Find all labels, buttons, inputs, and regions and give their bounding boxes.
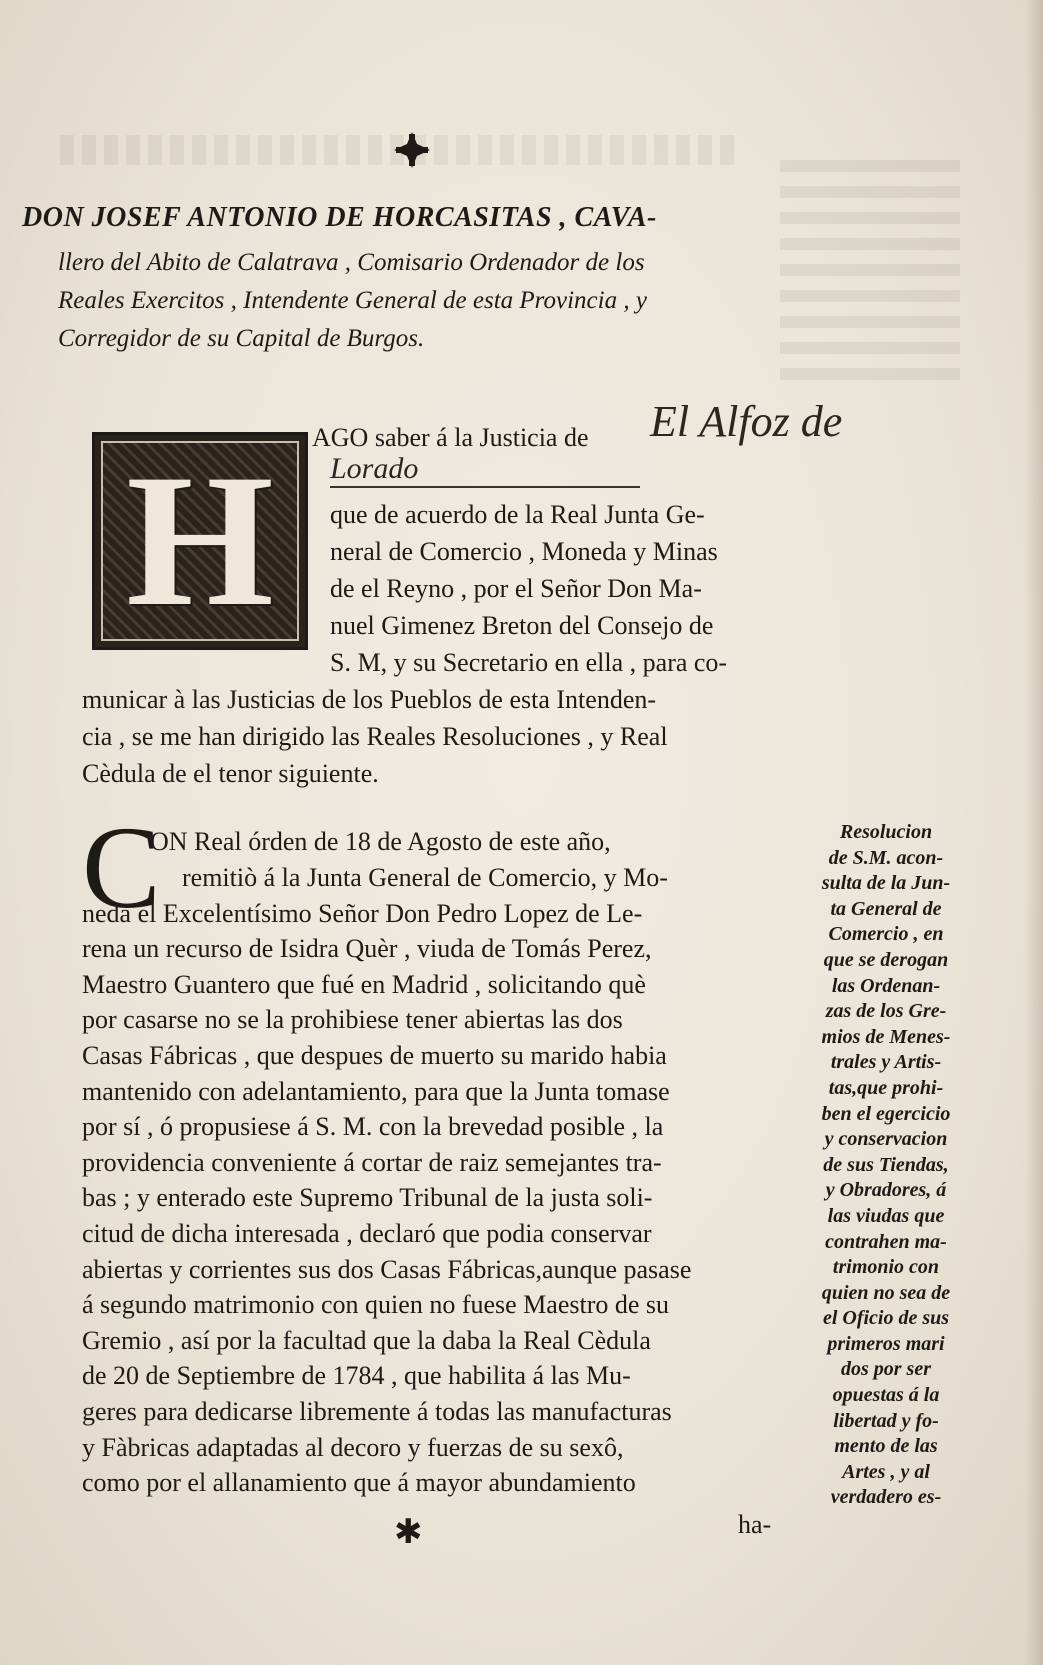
title-line: Corregidor de su Capital de Burgos. xyxy=(58,325,425,352)
body-line: y Fàbricas adaptadas al decoro y fuerzas de su sexô, xyxy=(82,1432,624,1462)
body-line: por sí , ó propusiese á S. M. con la brevedad posible , la xyxy=(82,1112,664,1142)
signature-mark-icon: ✱ xyxy=(394,1514,423,1551)
paragraph-line: cia , se me han dirigido las Reales Resoluciones , y Real xyxy=(82,722,668,751)
margin-note-line: ta General de xyxy=(830,897,942,920)
handwritten-place: El Alfoz de xyxy=(650,397,843,446)
page-edge-shadow xyxy=(1025,0,1043,1665)
paragraph-line: municar à las Justicias de los Pueblos de esta Intenden- xyxy=(82,685,657,714)
fill-in-line xyxy=(330,486,640,488)
margin-note-line: zas de los Gre- xyxy=(825,1000,947,1023)
body-line: Maestro Guantero que fué en Madrid , solicitando què xyxy=(82,969,646,999)
margin-note-line: Artes , y al xyxy=(842,1460,930,1483)
paragraph-line: neral de Comercio , Moneda y Minas xyxy=(330,537,718,566)
margin-note-line: de sus Tiendas, xyxy=(823,1153,949,1176)
margin-note-line: quien no sea de xyxy=(821,1281,951,1304)
initial-letter: H xyxy=(126,441,274,641)
margin-note xyxy=(800,820,972,1511)
margin-note-line: dos por ser xyxy=(840,1358,931,1381)
official-titles xyxy=(58,244,798,358)
margin-note-line: y conservacion xyxy=(824,1128,948,1151)
paragraph-line: nuel Gimenez Breton del Consejo de xyxy=(330,611,714,640)
margin-note-line: ben el egercicio xyxy=(821,1102,951,1125)
body-line: remitiò á la Junta General de Comercio, y Mo- xyxy=(182,863,668,892)
body-line: citud de dicha interesada , declaró que podia conservar xyxy=(82,1218,652,1248)
margin-note-line: y Obradores, á xyxy=(825,1179,947,1202)
body-line: Gremio , así por la facultad que la daba la Real Cèdula xyxy=(82,1325,651,1355)
margin-note-line: que se derogan xyxy=(823,948,949,971)
title-line: llero del Abito de Calatrava , Comisario Ordenador de los xyxy=(58,249,645,276)
margin-note-line: contrahen ma- xyxy=(825,1230,947,1253)
body-line: rena un recurso de Isidra Quèr , viuda de Tomás Perez, xyxy=(82,934,652,964)
paragraph-line: que de acuerdo de la Real Junta Ge- xyxy=(330,500,705,529)
body-line: por casarse no se la prohibiese tener abiertas las dos xyxy=(82,1005,623,1035)
body-line: neda el Excelentísimo Señor Don Pedro Lopez de Le- xyxy=(82,898,643,928)
decorated-initial xyxy=(92,432,308,650)
document-heading: DON JOSEF ANTONIO DE HORCASITAS , CAVA- xyxy=(22,202,657,233)
paragraph-line: de el Reyno , por el Señor Don Ma- xyxy=(330,574,702,603)
body-line: providencia conveniente á cortar de raiz semejantes tra- xyxy=(82,1147,662,1177)
body-line: mantenido con adelantamiento, para que la Junta tomase xyxy=(82,1076,670,1106)
body-line: Casas Fábricas , que despues de muerto su marido habia xyxy=(82,1040,667,1070)
margin-note-line: trales y Artis- xyxy=(830,1051,942,1074)
opening-line: AGO saber á la Justicia de xyxy=(312,423,589,452)
margin-note-line: sulta de la Jun- xyxy=(821,872,951,895)
body-line: geres para dedicarse libremente á todas las manufacturas xyxy=(82,1396,672,1426)
large-initial-c: C xyxy=(82,802,161,933)
margin-note-line: mios de Menes- xyxy=(821,1025,951,1048)
royal-resolution-text xyxy=(82,860,782,1501)
margin-note-line: verdadero es- xyxy=(830,1486,942,1509)
margin-note-line: opuestas á la xyxy=(832,1384,940,1407)
margin-note-line: el Oficio de sus xyxy=(822,1307,950,1330)
body-line: abiertas y corrientes sus dos Casas Fábricas,aunque pasase xyxy=(82,1254,692,1284)
margin-note-line: mento de las xyxy=(834,1435,938,1458)
margin-note-line: las viudas que xyxy=(827,1204,945,1227)
body-line: á segundo matrimonio con quien no fuese Maestro de su xyxy=(82,1290,670,1320)
margin-note-line: primeros mari xyxy=(827,1332,945,1355)
margin-note-line: trimonio con xyxy=(832,1256,940,1279)
body-line: de 20 de Septiembre de 1784 , que habilita á las Mu- xyxy=(82,1361,631,1391)
paragraph-line: S. M, y su Secretario en ella , para co- xyxy=(330,648,728,677)
margin-note-line: Resolucion xyxy=(839,821,933,843)
title-line: Reales Exercitos , Intendente General de esta Provincia , y xyxy=(58,287,647,314)
body-line: como por el allanamiento que á mayor abundamiento xyxy=(82,1468,636,1498)
body-line: bas ; y enterado este Supremo Tribunal de la justa soli- xyxy=(82,1183,653,1213)
handwritten-place-continued: Lorado xyxy=(330,452,419,485)
paragraph-line: Cèdula de el tenor siguiente. xyxy=(82,759,379,788)
margin-note-line: Comercio , en xyxy=(828,923,944,946)
paragraph-line: ON Real órden de 18 de Agosto de este año, xyxy=(150,827,611,856)
margin-note-line: de S.M. acon- xyxy=(828,846,944,869)
bleed-through-texture xyxy=(780,150,960,380)
cross-ornament-icon xyxy=(392,130,432,170)
catchword: ha- xyxy=(738,1510,772,1539)
margin-note-line: tas,que prohi- xyxy=(828,1076,944,1099)
margin-note-line: las Ordenan- xyxy=(831,974,941,997)
margin-note-line: libertad y fo- xyxy=(833,1409,939,1432)
